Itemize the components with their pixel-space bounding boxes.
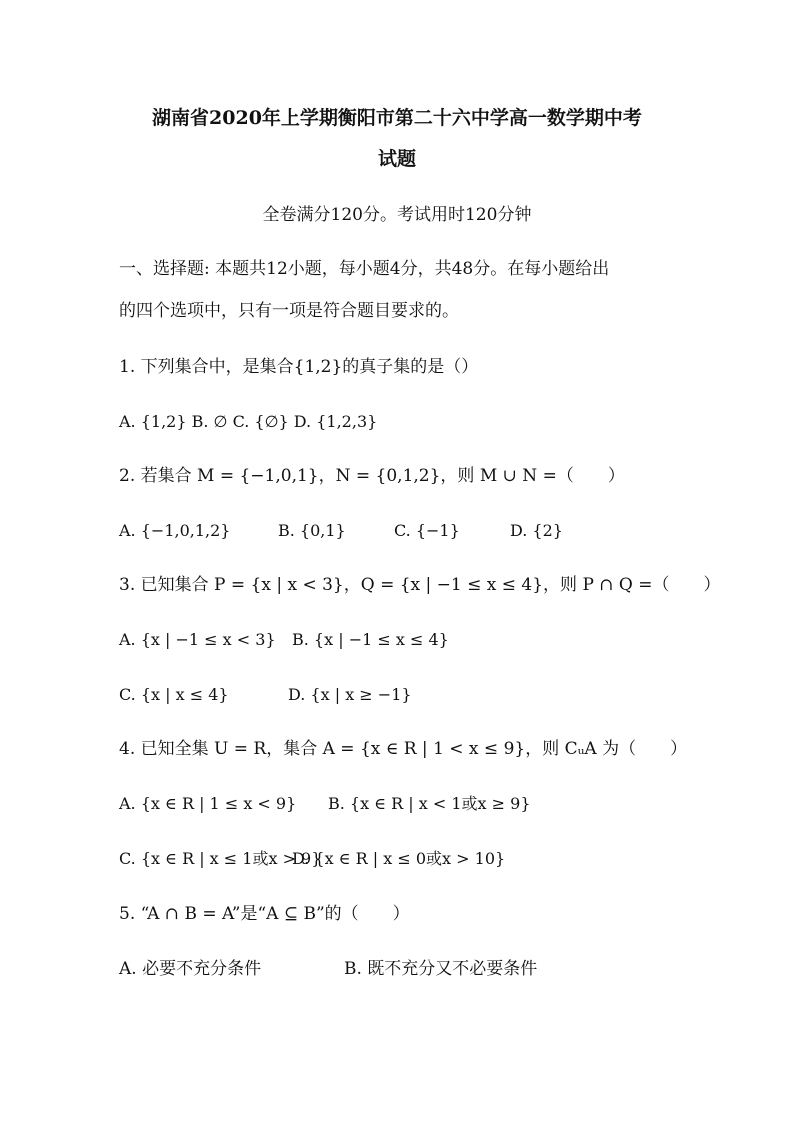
question-3-option-b: B. {x | −1 ≤ x ≤ 4} xyxy=(292,630,449,649)
question-2-option-b: B. {0,1} xyxy=(278,521,346,540)
question-2-option-d: D. {2} xyxy=(510,521,563,540)
exam-info: 全卷满分120分。考试用时120分钟 xyxy=(262,205,532,225)
question-2-option-c: C. {−1} xyxy=(394,521,460,540)
question-1-options: A. {1,2} B. ∅ C. {∅} D. {1,2,3} xyxy=(119,412,378,431)
exam-title-line-1: 湖南省2020年上学期衡阳市第二十六中学高一数学期中考 xyxy=(152,107,642,129)
section-instruction-line-1: 一、选择题: 本题共12小题，每小题4分，共48分。在每小题给出 xyxy=(119,259,610,279)
question-4-option-c: C. {x ∈ R | x ≤ 1或x > 9} xyxy=(119,849,322,868)
section-instruction-line-2: 的四个选项中，只有一项是符合题目要求的。 xyxy=(119,301,459,321)
question-4-option-d: D. {x ∈ R | x ≤ 0或x > 10} xyxy=(292,849,506,868)
question-4-option-b: B. {x ∈ R | x < 1或x ≥ 9} xyxy=(328,794,531,813)
question-3-stem: 3. 已知集合 P = {x | x < 3}，Q = {x | −1 ≤ x ≤ 4}，则 P ∩ Q =（ ） xyxy=(119,575,721,595)
question-2-stem: 2. 若集合 M = {−1,0,1}，N = {0,1,2}，则 M ∪ N =（ ） xyxy=(119,466,625,486)
question-2-option-a: A. {−1,0,1,2} xyxy=(119,521,231,540)
question-1-stem: 1. 下列集合中，是集合{1,2}的真子集的是（） xyxy=(119,357,479,377)
exam-title-line-2: 试题 xyxy=(377,148,416,170)
question-5-stem: 5. “A ∩ B = A”是“A ⊆ B”的（ ） xyxy=(119,904,410,924)
question-4-option-a: A. {x ∈ R | 1 ≤ x < 9} xyxy=(119,794,297,813)
question-3-option-a: A. {x | −1 ≤ x < 3} xyxy=(119,630,276,649)
question-5-option-a: A. 必要不充分条件 xyxy=(119,959,262,979)
question-3-option-d: D. {x | x ≥ −1} xyxy=(288,685,412,704)
question-3-option-c: C. {x | x ≤ 4} xyxy=(119,685,229,704)
question-5-option-b: B. 既不充分又不必要条件 xyxy=(344,959,538,979)
question-4-stem: 4. 已知全集 U = R，集合 A = {x ∈ R | 1 < x ≤ 9}，则 CᵤA 为（ ） xyxy=(119,739,688,759)
